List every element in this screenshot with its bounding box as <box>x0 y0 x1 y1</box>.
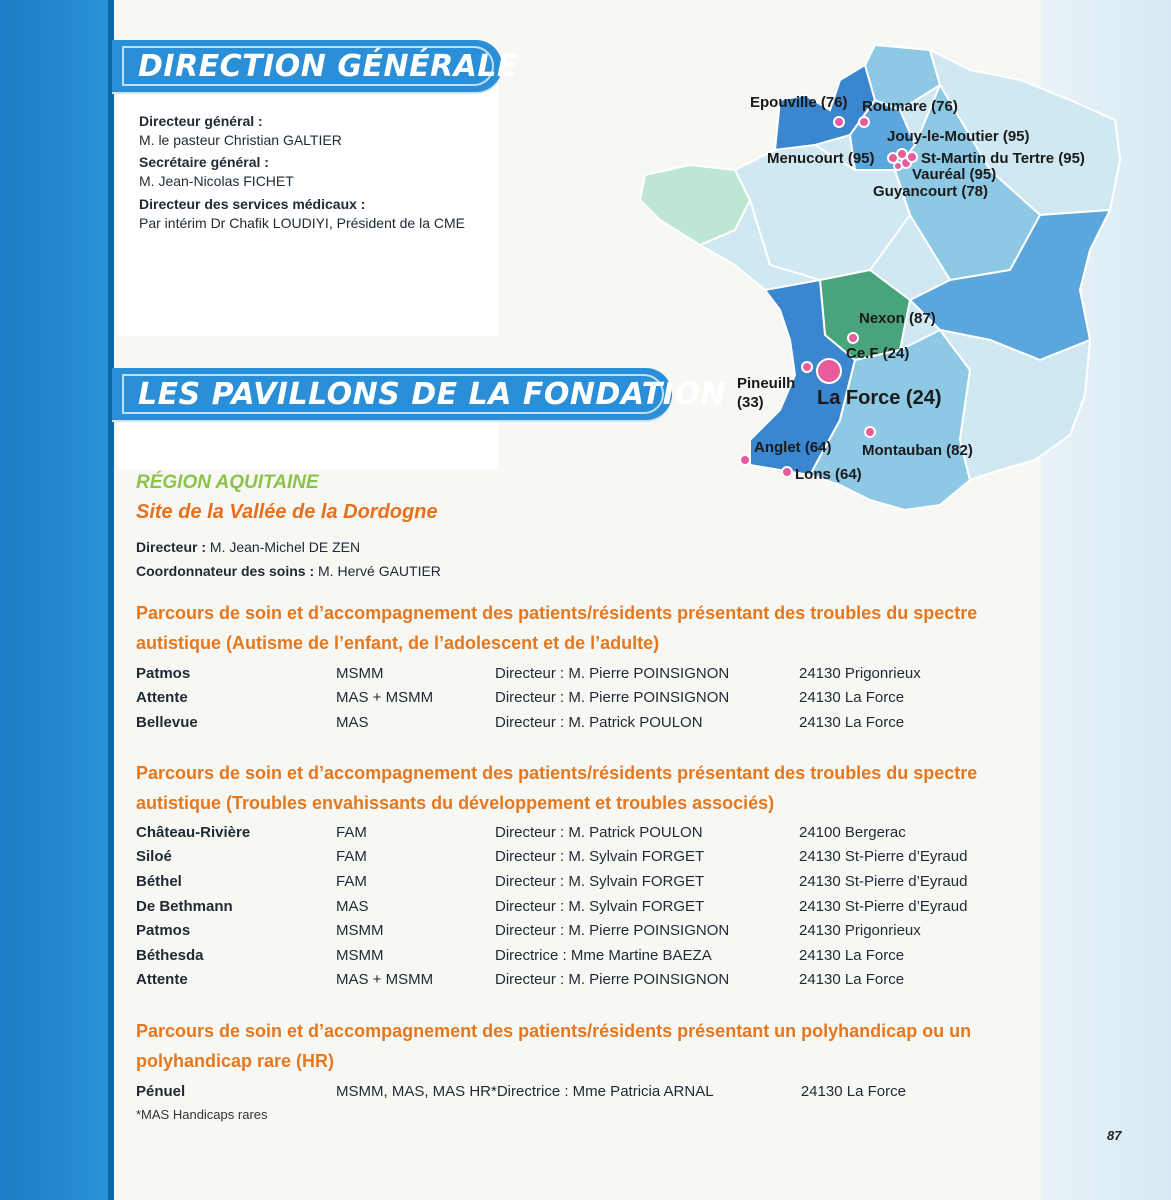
france-map <box>640 40 1140 540</box>
pavilion-director: Directeur : M. Pierre POINSIGNON <box>495 971 730 989</box>
pavilion-place: 24130 St-Pierre d’Eyraud <box>799 848 968 866</box>
pavilion-type: MAS + MSMM <box>336 971 434 989</box>
pavilion-type: FAM <box>336 823 367 841</box>
pavilion-name: Patmos <box>136 664 191 682</box>
pavilion-type: MAS <box>336 897 369 915</box>
label-jouy: Jouy-le-Moutier (95) <box>887 128 1030 145</box>
pavilion-name: Siloé <box>136 848 172 866</box>
site-director <box>136 535 441 559</box>
pavilion-director: Directeur : M. Sylvain FORGET <box>495 848 705 866</box>
table-autism <box>136 661 921 735</box>
label-epouville: Epouville (76) <box>750 94 848 111</box>
pavilion-place: 24130 La Force <box>800 1082 906 1100</box>
marker-roumare <box>859 117 869 127</box>
table-row <box>136 820 967 845</box>
table-polyhandicap <box>136 1079 906 1104</box>
site-director-name: M. Jean-Michel DE ZEN <box>206 539 361 555</box>
pavilion-name: Bellevue <box>136 713 198 731</box>
site-director-label: Directeur : <box>136 539 207 555</box>
table-row <box>136 710 921 735</box>
site-coordinator-label: Coordonnateur des soins : <box>136 563 315 579</box>
pavilion-place: 24130 La Force <box>799 946 905 964</box>
table-row <box>136 845 967 870</box>
label-pineuilh: Pineuilh <box>737 375 796 392</box>
label-pineuilh-dept: (33) <box>737 394 764 411</box>
pavilion-director: Directeur : M. Patrick POULON <box>495 823 703 841</box>
france-map-svg <box>640 40 1140 540</box>
table-row <box>136 918 967 943</box>
label-nexon: Nexon (87) <box>859 310 936 327</box>
label-stmartin: St-Martin du Tertre (95) <box>921 150 1085 167</box>
pavilion-type: FAM <box>336 848 367 866</box>
table-row <box>136 686 921 711</box>
director-general-label: Directeur général : <box>139 113 263 129</box>
label-menucourt: Menucourt (95) <box>767 150 875 167</box>
label-montauban: Montauban (82) <box>862 442 973 459</box>
section-title-line: autistique (Autisme de l’enfant, de l’adolescent et de l’adulte) <box>136 633 660 653</box>
marker-montauban <box>865 427 875 437</box>
pavilion-place: 24100 Bergerac <box>799 823 906 841</box>
label-vaureal: Vauréal (95) <box>912 166 997 183</box>
director-general-name: M. le pasteur Christian GALTIER <box>139 132 342 148</box>
label-anglet: Anglet (64) <box>754 439 832 456</box>
pavilion-type: MAS + MSMM <box>336 689 434 707</box>
pavilion-place: 24130 La Force <box>799 713 905 731</box>
site-coordinator <box>136 559 441 583</box>
marker-guyancourt <box>894 162 902 170</box>
pavilion-director: Directeur : M. Sylvain FORGET <box>495 897 705 915</box>
marker-anglet <box>740 455 750 465</box>
table-row <box>136 1079 906 1104</box>
section-title-line: Parcours de soin et d’accompagnement des patients/résidents présentant un polyhandicap ou un <box>136 1021 972 1041</box>
label-cef: Ce.F (24) <box>846 345 910 362</box>
pavilion-place: 24130 Prigonrieux <box>799 922 921 940</box>
section-title-polyhandicap <box>136 1016 1096 1076</box>
section-title-line: polyhandicap rare (HR) <box>136 1051 335 1071</box>
pavilion-director: Directeur : M. Pierre POINSIGNON <box>495 922 730 940</box>
footnote: *MAS Handicaps rares <box>136 1107 268 1122</box>
label-laforce: La Force (24) <box>817 387 942 409</box>
table-row <box>136 661 921 686</box>
pavilion-type: MSMM <box>336 922 384 940</box>
table-row <box>136 869 967 894</box>
table-row <box>136 943 967 968</box>
pavilion-name: Attente <box>136 689 188 707</box>
section-title-line: Parcours de soin et d’accompagnement des patients/résidents présentant des troubles du spectre <box>136 603 978 623</box>
pavilion-place: 24130 St-Pierre d’Eyraud <box>799 872 968 890</box>
secretary-general-name: M. Jean-Nicolas FICHET <box>139 173 294 189</box>
secretary-general-label: Secrétaire général : <box>139 154 269 170</box>
marker-nexon <box>848 333 858 343</box>
medical-director-label: Directeur des services médicaux : <box>139 196 366 212</box>
pavilion-type: MSMM, MAS, MAS HR* <box>336 1082 497 1100</box>
pavilion-name: Patmos <box>136 922 191 940</box>
pavillons-banner <box>112 368 726 420</box>
marker-stmartin <box>907 152 917 162</box>
pavilion-place: 24130 La Force <box>799 971 905 989</box>
pavilion-place: 24130 La Force <box>799 689 905 707</box>
marker-epouville <box>834 117 844 127</box>
page-number: 87 <box>1107 1128 1122 1143</box>
pavilion-name: Béthel <box>136 872 182 890</box>
pavilion-name: De Bethmann <box>136 897 233 915</box>
site-title: Site de la Vallée de la Dordogne <box>136 501 438 523</box>
pavilion-director: Directeur : M. Sylvain FORGET <box>495 872 705 890</box>
section-title-autism <box>136 598 1096 658</box>
table-row <box>136 894 967 919</box>
marker-pineuilh <box>802 362 812 372</box>
pavilion-name: Attente <box>136 971 188 989</box>
pavilion-place: 24130 St-Pierre d’Eyraud <box>799 897 968 915</box>
section-title-ted <box>136 758 1096 818</box>
left-color-bar <box>0 0 112 1200</box>
pavilion-name: Pénuel <box>136 1082 186 1100</box>
label-lons: Lons (64) <box>795 466 862 483</box>
section-title-line: Parcours de soin et d’accompagnement des patients/résidents présentant des troubles du spectre <box>136 763 978 783</box>
direction-block <box>139 112 465 233</box>
pavilion-type: MSMM <box>336 946 384 964</box>
pavilion-director: Directeur : M. Pierre POINSIGNON <box>495 689 730 707</box>
pavilion-director: Directeur : M. Pierre POINSIGNON <box>495 664 730 682</box>
direction-title: DIRECTION GÉNÉRALE <box>138 49 519 84</box>
region-title: RÉGION AQUITAINE <box>136 472 319 493</box>
left-bar-edge <box>108 0 114 1200</box>
pavilion-type: FAM <box>336 872 367 890</box>
pavillons-title: LES PAVILLONS DE LA FONDATION <box>138 377 726 412</box>
pavilion-name: Château-Rivière <box>136 823 251 841</box>
pavilion-director: Directrice : Mme Martine BAEZA <box>495 946 712 964</box>
label-guyancourt: Guyancourt (78) <box>873 183 989 200</box>
section-title-line: autistique (Troubles envahissants du développement et troubles associés) <box>136 793 775 813</box>
site-coordinator-name: M. Hervé GAUTIER <box>314 563 441 579</box>
pavilion-place: 24130 Prigonrieux <box>799 664 921 682</box>
marker-lons <box>782 467 792 477</box>
table-row <box>136 968 967 993</box>
table-ted <box>136 820 967 992</box>
pavilion-type: MAS <box>336 713 369 731</box>
medical-director-name: Par intérim Dr Chafik LOUDIYI, Président de la CME <box>139 215 465 231</box>
direction-banner <box>112 40 519 92</box>
pavilion-director: Directrice : Mme Patricia ARNAL <box>496 1082 714 1100</box>
marker-laforce <box>817 359 841 383</box>
pavilion-name: Béthesda <box>136 946 204 964</box>
label-roumare: Roumare (76) <box>862 98 958 115</box>
pavilion-director: Directeur : M. Patrick POULON <box>495 713 703 731</box>
pavilion-type: MSMM <box>336 664 384 682</box>
site-staff <box>136 535 441 583</box>
